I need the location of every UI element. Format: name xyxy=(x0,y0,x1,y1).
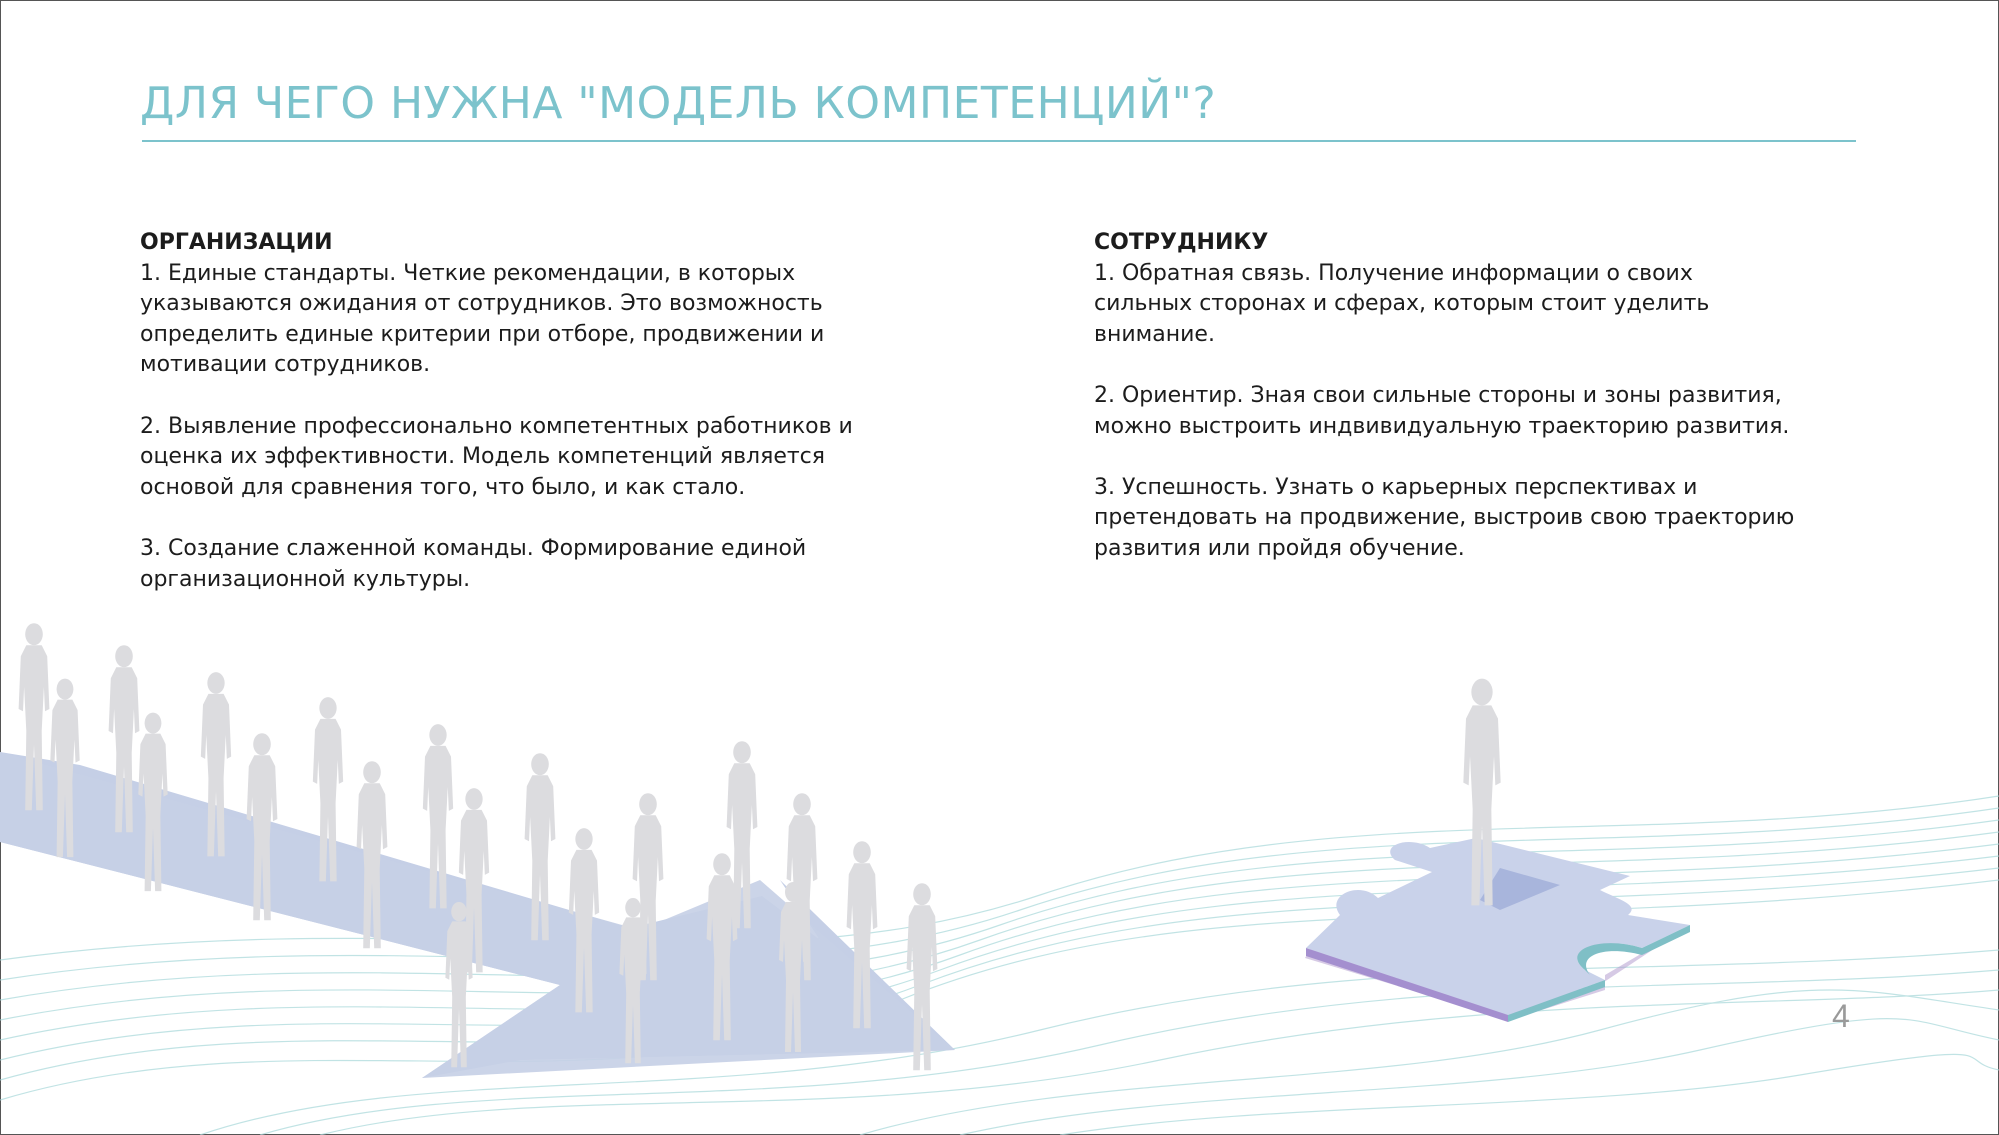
employee-heading: СОТРУДНИКУ xyxy=(1094,230,1269,255)
organization-heading: ОРГАНИЗАЦИИ xyxy=(140,230,333,255)
organization-point-3: 3. Создание слаженной команды. Формирование единой организационной культуры. xyxy=(140,535,807,592)
employee-point-3: 3. Успешность. Узнать о карьерных перспективах и претендовать на продвижение, выстроив свою траекторию развития или пройдя обучение. xyxy=(1094,474,1795,561)
organization-point-2: 2. Выявление профессионально компетентных работников и оценка их эффективности. Модель компетенций является основой для сравнения того, что было, и как стало. xyxy=(140,413,853,500)
puzzle-piece xyxy=(1305,838,1690,1022)
slide-title: ДЛЯ ЧЕГО НУЖНА "МОДЕЛЬ КОМПЕТЕНЦИЙ"? xyxy=(140,78,1217,129)
employee-column xyxy=(1094,228,1854,595)
organization-column xyxy=(140,228,900,626)
organization-point-1: 1. Единые стандарты. Четкие рекомендации, в которых указываются ожидания от сотрудников. Это возможность определить единые критерии при отборе, продвижении и мотивации сотрудников. xyxy=(140,260,825,378)
employee-point-1: 1. Обратная связь. Получение информации о своих сильных сторонах и сферах, которым стоит уделить внимание. xyxy=(1094,260,1710,347)
people-crowd xyxy=(19,623,938,1070)
employee-point-2: 2. Ориентир. Зная свои сильные стороны и зоны развития, можно выстроить индвивидуальную траекторию развития. xyxy=(1094,382,1790,439)
illustration xyxy=(0,580,1999,1135)
title-underline xyxy=(142,140,1856,142)
page-number: 4 xyxy=(1832,998,1850,1034)
